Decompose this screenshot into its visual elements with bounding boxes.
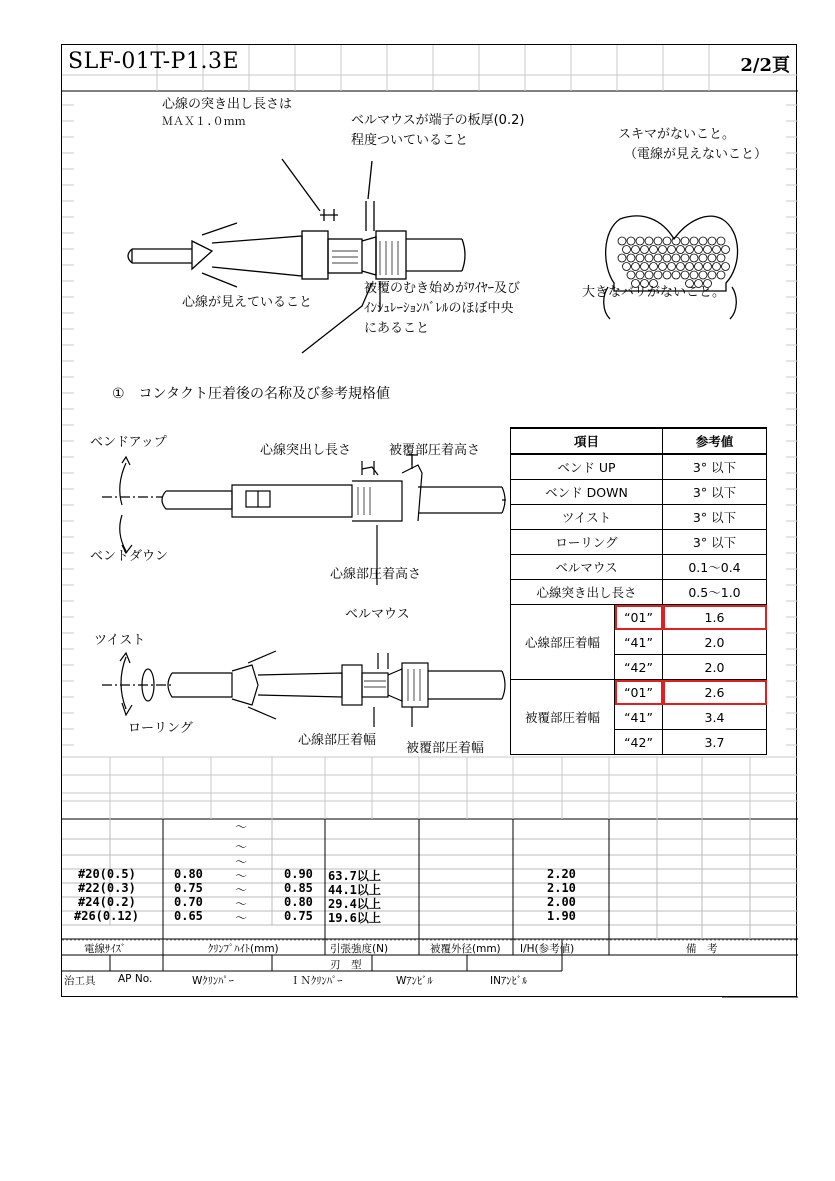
spec-header-ref: 参考値 — [663, 428, 767, 454]
crimp-min: 0.75 — [174, 881, 203, 895]
in-anvil-label: INｱﾝﾋﾞﾙ — [490, 975, 528, 987]
ih-ref: 1.90 — [547, 909, 576, 923]
empty-row-tilde: ～ — [235, 840, 248, 854]
insulation-width-term: 被覆部圧着幅 — [406, 741, 485, 756]
header-outer-diameter: 被覆外径(mm) — [430, 943, 501, 955]
crimp-min: 0.80 — [174, 867, 203, 881]
spec-row-value: 0.5～1.0 — [663, 580, 767, 605]
table-row — [62, 867, 798, 881]
spec-row-item: ローリング — [511, 530, 663, 555]
strip-note-3: にあること — [364, 321, 430, 336]
spec-sheet — [61, 44, 797, 997]
range-tilde: ～ — [235, 897, 248, 911]
insulation-height-term: 被覆部圧着高さ — [389, 443, 481, 458]
bellmouth-term: ベルマウス — [345, 607, 410, 622]
core-protrusion-label: 心線の突き出し長さは — [162, 97, 293, 112]
header-tensile: 引張強度(N) — [330, 943, 389, 955]
header-ih: I/H(参考値) — [520, 943, 575, 955]
core-width-code-41: “41” — [615, 630, 663, 655]
crimp-max: 0.75 — [284, 909, 313, 923]
burr-note: 大きなバリがないこと。 — [582, 285, 726, 300]
crimp-min: 0.70 — [174, 895, 203, 909]
w-anvil-label: Wｱﾝﾋﾞﾙ — [396, 975, 433, 987]
bellmouth-note-1: ベルマウスが端子の板厚(0.2) — [351, 113, 525, 128]
gap-note-2: （電線が見えないこと） — [624, 147, 768, 162]
wire-size: #22(0.3) — [78, 881, 136, 895]
reference-spec-table — [510, 427, 767, 755]
core-width-value-41: 2.0 — [663, 630, 767, 655]
tensile: 29.4以上 — [328, 897, 381, 911]
ins-width-group-label: 被覆部圧着幅 — [511, 680, 615, 755]
tensile: 63.7以上 — [328, 869, 381, 883]
core-height-term: 心線部圧着高さ — [330, 567, 422, 582]
page-number: 2/2頁 — [740, 55, 790, 76]
table-row — [62, 909, 798, 923]
ins-width-code-01: “01” — [615, 680, 663, 705]
ap-no-label: AP No. — [118, 973, 153, 985]
core-width-value-01: 1.6 — [663, 605, 767, 630]
crimp-max: 0.80 — [284, 895, 313, 909]
rolling-term: ローリング — [128, 721, 193, 736]
spec-row-item: ベルマウス — [511, 555, 663, 580]
ins-width-value-41: 3.4 — [663, 705, 767, 730]
table-row — [62, 895, 798, 909]
spec-row-value: 3° 以下 — [663, 480, 767, 505]
die-label: 刃 型 — [330, 959, 362, 971]
ih-ref: 2.20 — [547, 867, 576, 881]
gap-note-1: スキマがないこと。 — [618, 127, 736, 142]
core-protrusion-max: ＭＡＸ１.０ｍｍ — [162, 115, 246, 128]
ih-ref: 2.10 — [547, 881, 576, 895]
strip-note-2: ｲﾝｼｭﾚｰｼｮﾝﾊﾞﾚﾙのほぼ中央 — [364, 301, 514, 316]
core-width-code-01: “01” — [615, 605, 663, 630]
core-protrusion-term: 心線突出し長さ — [260, 443, 352, 458]
core-width-code-42: “42” — [615, 655, 663, 680]
ih-ref: 2.00 — [547, 895, 576, 909]
empty-row-tilde: ～ — [235, 855, 248, 869]
ins-width-code-41: “41” — [615, 705, 663, 730]
crimp-max: 0.85 — [284, 881, 313, 895]
bend-up-label: ベンドアップ — [90, 435, 167, 450]
spec-row-value: 0.1～0.4 — [663, 555, 767, 580]
ins-width-value-42: 3.7 — [663, 730, 767, 755]
spec-row-item: ベンド DOWN — [511, 480, 663, 505]
spec-row-item: ベンド UP — [511, 454, 663, 480]
ins-width-value-01: 2.6 — [663, 680, 767, 705]
empty-row-tilde: ～ — [235, 820, 248, 834]
w-crimper-label: Wｸﾘﾝﾊﾟｰ — [192, 975, 234, 987]
wire-size: #24(0.2) — [78, 895, 136, 909]
range-tilde: ～ — [235, 869, 248, 883]
jig-label: 治工具 — [64, 975, 96, 987]
core-width-group-label: 心線部圧着幅 — [511, 605, 615, 680]
wire-size: #20(0.5) — [78, 867, 136, 881]
in-crimper-label: ＩＮｸﾘﾝﾊﾟｰ — [290, 975, 343, 987]
core-width-value-42: 2.0 — [663, 655, 767, 680]
spec-row-value: 3° 以下 — [663, 505, 767, 530]
header-wire-size: 電線ｻｲｽﾞ — [84, 943, 126, 955]
core-width-term: 心線部圧着幅 — [298, 733, 377, 748]
header-remarks: 備 考 — [686, 943, 718, 955]
spec-header-item: 項目 — [511, 428, 663, 454]
wire-size: #26(0.12) — [74, 909, 140, 923]
header-crimp-height: ｸﾘﾝﾌﾟﾊｲﾄ(mm) — [208, 943, 279, 955]
range-tilde: ～ — [235, 911, 248, 925]
tensile: 44.1以上 — [328, 883, 381, 897]
spec-row-value: 3° 以下 — [663, 454, 767, 480]
range-tilde: ～ — [235, 883, 248, 897]
spec-row-item: ツイスト — [511, 505, 663, 530]
ins-width-code-42: “42” — [615, 730, 663, 755]
spec-row-item: 心線突き出し長さ — [511, 580, 663, 605]
tensile: 19.6以上 — [328, 911, 381, 925]
section-title: ① コンタクト圧着後の名称及び参考規格値 — [112, 386, 390, 402]
bend-down-label: ベンドダウン — [90, 549, 169, 564]
crimp-max: 0.90 — [284, 867, 313, 881]
table-row — [62, 881, 798, 895]
core-visible-note: 心線が見えていること — [182, 295, 313, 310]
document-title: SLF-01T-P1.3E — [68, 49, 240, 74]
twist-term: ツイスト — [94, 633, 146, 648]
crimp-min: 0.65 — [174, 909, 203, 923]
bellmouth-note-2: 程度ついていること — [351, 133, 469, 148]
spec-row-value: 3° 以下 — [663, 530, 767, 555]
nomenclature-drawing — [62, 425, 512, 755]
strip-note-1: 被覆のむき始めがﾜｲﾔｰ及び — [364, 281, 521, 296]
